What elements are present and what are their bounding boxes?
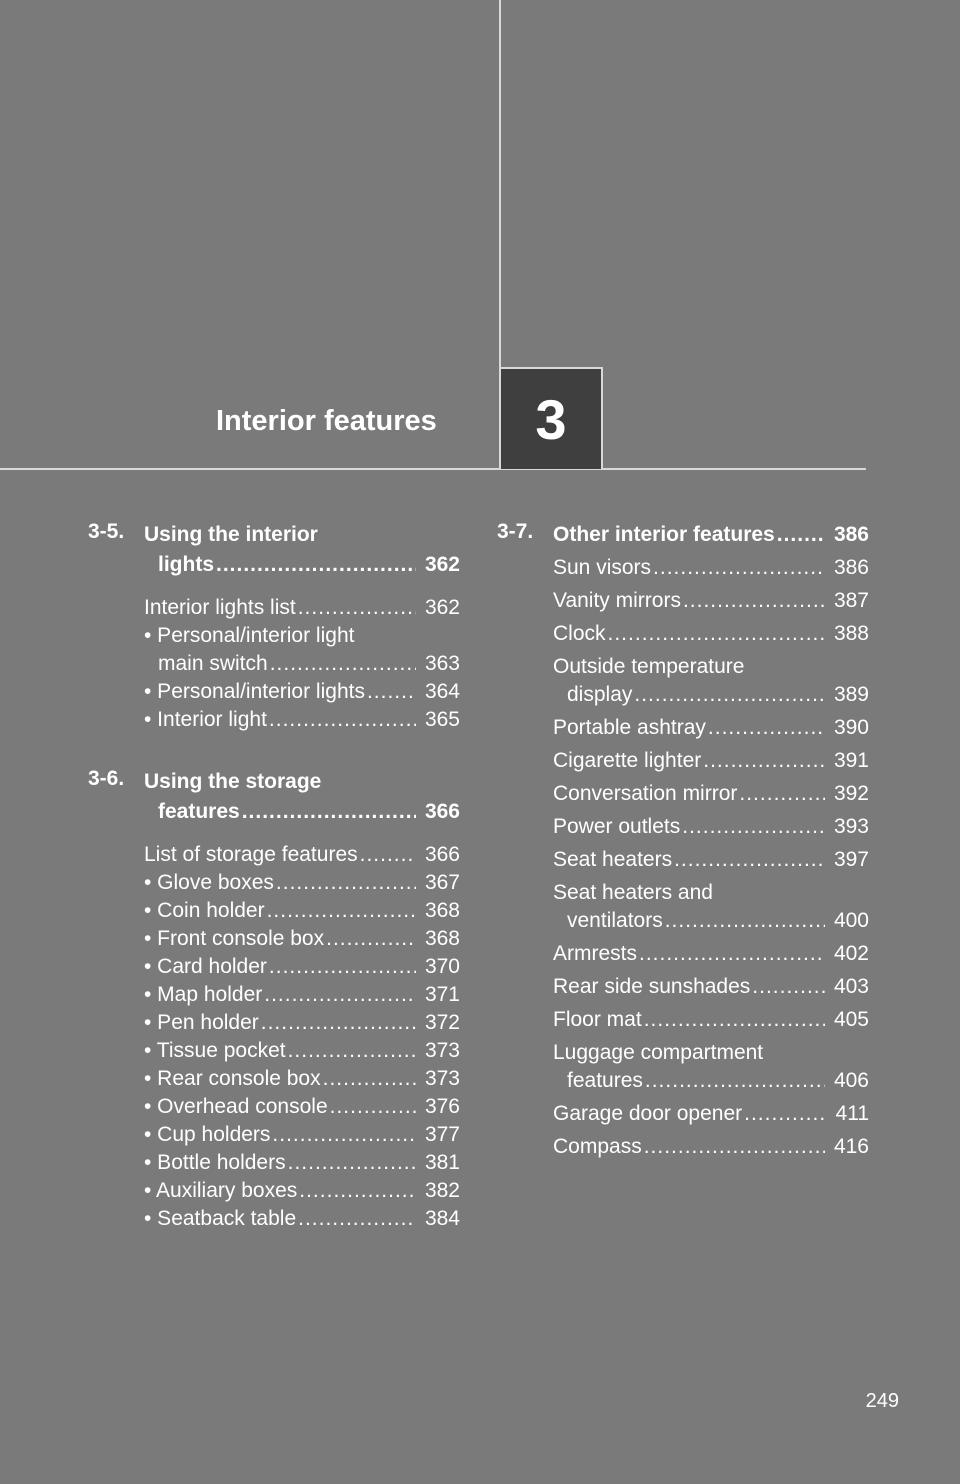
section-title-line1: Other interior features — [553, 523, 775, 546]
page-ref: 373 — [424, 1039, 460, 1062]
toc-entry[interactable] — [553, 587, 869, 615]
dot-leader — [276, 869, 416, 897]
dot-leader — [367, 678, 416, 706]
dot-leader — [288, 1037, 416, 1065]
entry-label-line1: Seat heaters and — [553, 881, 713, 904]
dot-leader — [682, 813, 825, 841]
page-ref: 392 — [833, 782, 869, 805]
toc-entry[interactable] — [144, 1037, 460, 1065]
entry-label-line1: Luggage compartment — [553, 1041, 764, 1064]
section-title-line1: Using the interior — [144, 523, 318, 546]
dot-leader — [639, 940, 825, 968]
dot-leader — [298, 594, 416, 622]
section-items — [88, 841, 460, 1233]
dot-leader — [360, 841, 416, 869]
section-title-line2: features — [158, 800, 240, 823]
entry-label-line1: Outside temperature — [553, 655, 745, 678]
entry-label: Portable ashtray — [553, 716, 706, 739]
entry-label: Garage door opener — [553, 1102, 743, 1125]
page-ref: 387 — [833, 589, 869, 612]
toc-entry[interactable] — [144, 1121, 460, 1149]
section-heading[interactable] — [88, 767, 460, 827]
toc-entry[interactable] — [144, 1009, 460, 1037]
entry-label: • Front console box — [144, 927, 325, 950]
entry-label: • Coin holder — [144, 899, 265, 922]
dot-leader — [665, 907, 825, 935]
page-ref: 367 — [424, 871, 460, 894]
toc-entry[interactable] — [144, 594, 460, 622]
toc-entry[interactable] — [553, 1006, 869, 1034]
dot-leader — [269, 706, 416, 734]
entry-label: • Bottle holders — [144, 1151, 286, 1174]
dot-leader — [298, 1205, 416, 1233]
page-ref: 368 — [424, 899, 460, 922]
entry-label: features — [567, 1069, 643, 1092]
dot-leader — [272, 1121, 416, 1149]
entry-label: • Interior light — [144, 708, 267, 731]
page-ref: 384 — [424, 1207, 460, 1230]
dot-leader — [777, 520, 825, 550]
page-ref: 389 — [833, 683, 869, 706]
toc-entry[interactable] — [144, 981, 460, 1009]
page-ref: 406 — [833, 1069, 869, 1092]
entry-label: Seat heaters — [553, 848, 673, 871]
toc-entry[interactable] — [553, 846, 869, 874]
section-title-row — [497, 520, 869, 550]
toc-entry[interactable] — [553, 973, 869, 1001]
dot-leader — [683, 587, 825, 615]
page-ref: 376 — [424, 1095, 460, 1118]
entry-label: ventilators — [567, 909, 663, 932]
toc-entry[interactable] — [144, 869, 460, 897]
entry-label: display — [567, 683, 633, 706]
toc-entry[interactable] — [553, 879, 869, 935]
toc-entry[interactable] — [553, 1133, 869, 1161]
page-ref: 381 — [424, 1151, 460, 1174]
page-ref: 362 — [424, 553, 460, 576]
section-title-row — [88, 797, 460, 827]
toc-entry[interactable] — [144, 622, 460, 678]
toc-right-column — [497, 520, 869, 1166]
page-ref: 364 — [424, 680, 460, 703]
section-title-row — [88, 550, 460, 580]
entry-label: • Auxiliary boxes — [144, 1179, 298, 1202]
dot-leader — [634, 681, 825, 709]
dot-leader — [288, 1149, 416, 1177]
dot-leader — [645, 1067, 825, 1095]
entry-label: • Overhead console — [144, 1095, 328, 1118]
toc-entry[interactable] — [144, 678, 460, 706]
dot-leader — [269, 953, 416, 981]
page-ref: 391 — [833, 749, 869, 772]
section-items — [88, 594, 460, 734]
entry-label: Sun visors — [553, 556, 652, 579]
page-ref: 366 — [424, 800, 460, 823]
entry-label: Interior lights list — [144, 596, 296, 619]
dot-leader — [608, 620, 825, 648]
page-ref: 365 — [424, 708, 460, 731]
page-ref: 411 — [835, 1102, 869, 1125]
entry-label: List of storage features — [144, 843, 358, 866]
dot-leader — [674, 846, 825, 874]
toc-entry[interactable] — [553, 1100, 869, 1128]
page-ref: 393 — [833, 815, 869, 838]
page-ref: 370 — [424, 955, 460, 978]
entry-label: • Personal/interior lights — [144, 680, 365, 703]
toc-entry[interactable] — [553, 554, 869, 582]
page-number: 249 — [865, 1390, 899, 1412]
dot-leader — [644, 1133, 825, 1161]
toc-entry[interactable] — [553, 653, 869, 709]
page-ref: 382 — [424, 1179, 460, 1202]
dot-leader — [330, 1093, 416, 1121]
entry-label: Armrests — [553, 942, 637, 965]
dot-leader — [326, 925, 416, 953]
page-ref: 388 — [833, 622, 869, 645]
dot-leader — [752, 973, 825, 1001]
entry-label: • Card holder — [144, 955, 267, 978]
toc-entry[interactable] — [144, 1177, 460, 1205]
section-title-line2: lights — [158, 553, 214, 576]
dot-leader — [323, 1065, 416, 1093]
page-ref: 400 — [833, 909, 869, 932]
page-ref: 397 — [833, 848, 869, 871]
page-ref: 386 — [833, 523, 869, 546]
toc-entry[interactable] — [553, 1039, 869, 1095]
entry-label: Rear side sunshades — [553, 975, 751, 998]
page-ref: 371 — [424, 983, 460, 1006]
entry-label: Cigarette lighter — [553, 749, 702, 772]
toc-entry[interactable] — [553, 714, 869, 742]
page-ref: 368 — [424, 927, 460, 950]
dot-leader — [216, 550, 416, 580]
dot-leader — [653, 554, 825, 582]
section-heading[interactable] — [88, 520, 460, 580]
spacer — [88, 734, 460, 767]
page-ref: 390 — [833, 716, 869, 739]
page-ref: 373 — [424, 1067, 460, 1090]
dot-leader — [299, 1177, 416, 1205]
chapter-number-tab: 3 — [501, 367, 603, 469]
entry-label: Power outlets — [553, 815, 681, 838]
page-ref: 405 — [833, 1008, 869, 1031]
section-number: 3-6. — [88, 767, 125, 790]
page-ref: 416 — [833, 1135, 869, 1158]
section-title-line1: Using the storage — [144, 770, 322, 793]
chapter-title: Interior features — [216, 405, 437, 437]
entry-label: Conversation mirror — [553, 782, 738, 805]
section-items — [497, 554, 869, 1161]
page-ref: 403 — [833, 975, 869, 998]
dot-leader — [261, 1009, 416, 1037]
dot-leader — [744, 1100, 825, 1128]
dot-leader — [708, 714, 825, 742]
entry-label: • Cup holders — [144, 1123, 271, 1146]
dot-leader — [264, 981, 416, 1009]
entry-label-line1: • Personal/interior light — [144, 624, 355, 647]
section-number: 3-7. — [497, 520, 534, 543]
dot-leader — [739, 780, 825, 808]
entry-label: • Tissue pocket — [144, 1039, 286, 1062]
page-ref: 372 — [424, 1011, 460, 1034]
entry-label: • Glove boxes — [144, 871, 274, 894]
dot-leader — [703, 747, 825, 775]
page-ref: 402 — [833, 942, 869, 965]
entry-label: Floor mat — [553, 1008, 642, 1031]
toc-entry[interactable] — [144, 953, 460, 981]
page-ref: 386 — [833, 556, 869, 579]
toc-entry[interactable] — [553, 813, 869, 841]
entry-label: main switch — [158, 652, 268, 675]
toc-left-column — [88, 520, 460, 1233]
toc-entry[interactable] — [553, 747, 869, 775]
toc-entry[interactable] — [144, 1093, 460, 1121]
toc-entry[interactable] — [553, 940, 869, 968]
entry-label: • Seatback table — [144, 1207, 297, 1230]
entry-label: Compass — [553, 1135, 642, 1158]
toc-entry[interactable] — [144, 1205, 460, 1233]
dot-leader — [270, 650, 416, 678]
page-ref: 366 — [424, 843, 460, 866]
toc-entry[interactable] — [144, 1065, 460, 1093]
toc-entry[interactable] — [144, 706, 460, 734]
toc-entry[interactable] — [144, 1149, 460, 1177]
toc-entry[interactable] — [144, 841, 460, 869]
toc-entry[interactable] — [144, 925, 460, 953]
toc-entry[interactable] — [553, 620, 869, 648]
entry-label: • Rear console box — [144, 1067, 321, 1090]
dot-leader — [242, 797, 416, 827]
toc-entry[interactable] — [553, 780, 869, 808]
section-number: 3-5. — [88, 520, 125, 543]
entry-label: Clock — [553, 622, 606, 645]
toc-entry[interactable] — [144, 897, 460, 925]
page-ref: 377 — [424, 1123, 460, 1146]
dot-leader — [644, 1006, 825, 1034]
entry-label: • Pen holder — [144, 1011, 259, 1034]
page-ref: 362 — [424, 596, 460, 619]
entry-label: Vanity mirrors — [553, 589, 681, 612]
page-ref: 363 — [424, 652, 460, 675]
entry-label: • Map holder — [144, 983, 263, 1006]
dot-leader — [267, 897, 416, 925]
section-heading[interactable] — [497, 520, 869, 550]
horizontal-divider — [0, 468, 866, 470]
